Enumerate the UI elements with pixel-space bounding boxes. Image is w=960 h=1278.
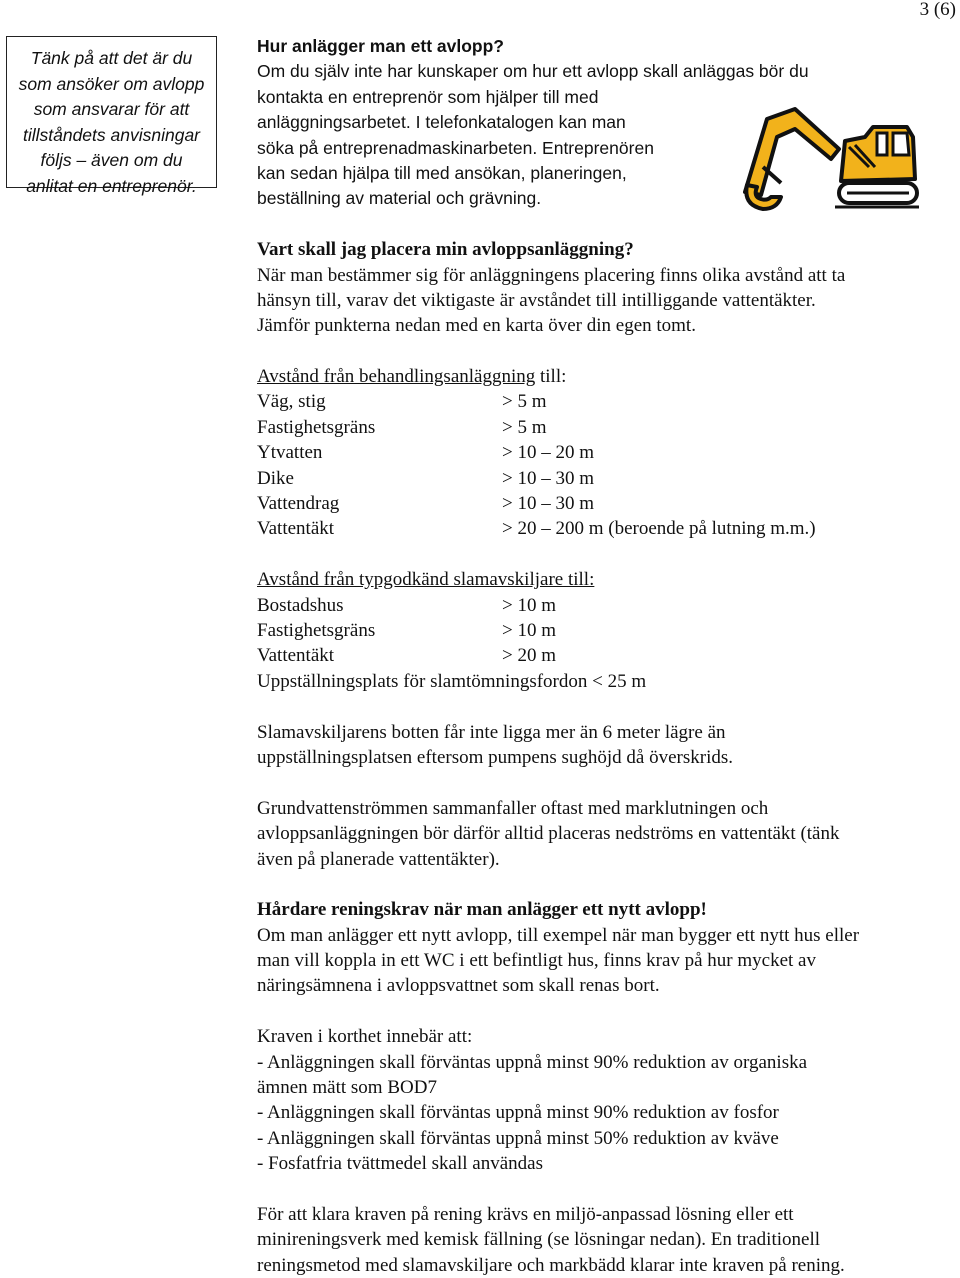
requirement-item: - Fosfatfria tvättmedel skall användas — [257, 1153, 543, 1175]
text-line: minireningsverk med kemisk fällning (se lösningar nedan). En traditionell — [257, 1229, 821, 1251]
sidebar-note-line: som ansvarar för att — [33, 99, 190, 119]
distance-table-title: Avstånd från behandlingsanläggning till: — [257, 366, 567, 388]
text-line: kontakta en entreprenör som hjälper till med — [257, 86, 599, 107]
text-line: Om du själv inte har kunskaper om hur ett avlopp skall anläggas bör du — [257, 61, 809, 82]
text-line: reningsmetod med slamavskiljare och markbädd klarar inte kraven på rening. — [257, 1254, 845, 1276]
requirement-item: - Anläggningen skall förväntas uppnå minst 90% reduktion av organiska — [257, 1051, 808, 1073]
main-content — [257, 34, 957, 1278]
page-number: 3 (6) — [919, 0, 956, 20]
distance-row: Vattendrag > 10 – 30 m — [257, 493, 594, 515]
sidebar-note-box — [6, 36, 217, 196]
sidebar-note-line: Tänk på att det är du — [30, 48, 193, 68]
distance-row: Ytvatten > 10 – 20 m — [257, 442, 594, 464]
text-line: Jämför punkterna nedan med en karta över din egen tomt. — [257, 315, 696, 337]
text-line: beställning av material och grävning. — [257, 188, 542, 209]
text-line: uppställningsplatsen eftersom pumpens sughöjd då överskrids. — [257, 746, 733, 768]
sidebar-note-line: som ansöker om avlopp — [18, 73, 205, 94]
distance-row: Fastighetsgräns > 5 m — [257, 416, 547, 438]
text-line: avloppsanläggningen bör därför alltid placeras nedströms en vattentäkt (tänk — [257, 823, 840, 845]
distance-row: Vattentäkt > 20 – 200 m (beroende på lutning m.m.) — [257, 518, 816, 540]
distance-row: Fastighetsgräns > 10 m — [257, 619, 556, 641]
sidebar-note-line: tillståndets anvisningar — [22, 124, 201, 145]
text-line: När man bestämmer sig för anläggningens placering finns olika avstånd att ta — [257, 264, 846, 286]
distance-row: Bostadshus > 10 m — [257, 594, 556, 616]
text-line: även på planerade vattentäkter). — [257, 848, 500, 870]
sidebar-note-line: följs – även om du — [40, 150, 183, 170]
section-heading: Hårdare reningskrav när man anlägger ett nytt avlopp! — [257, 899, 707, 921]
sidebar-note-line: anlitat en entreprenör. — [26, 175, 197, 196]
requirement-item: - Anläggningen skall förväntas uppnå minst 90% reduktion av fosfor — [257, 1102, 779, 1124]
section-heading: Vart skall jag placera min avloppsanläggning? — [257, 239, 634, 261]
requirement-item: - Anläggningen skall förväntas uppnå minst 50% reduktion av kväve — [257, 1127, 779, 1149]
text-line: näringsämnena i avloppsvattnet som skall renas bort. — [257, 975, 660, 997]
text-line: Slamavskiljarens botten får inte ligga mer än 6 meter lägre än — [257, 721, 726, 743]
section-heading: Hur anlägger man ett avlopp? — [257, 36, 504, 56]
text-line: hänsyn till, varav det viktigaste är avståndet till intilliggande vattentäkter. — [257, 289, 816, 311]
requirements-intro: Kraven i korthet innebär att: — [257, 1026, 473, 1048]
distance-row: Vattentäkt > 20 m — [257, 645, 556, 667]
text-line: kan sedan hjälpa till med ansökan, planeringen, — [257, 162, 627, 183]
text-line: För att klara kraven på rening krävs en miljö-anpassad lösning eller ett — [257, 1203, 794, 1225]
text-line: anläggningsarbetet. I telefonkatalogen kan man — [257, 112, 626, 133]
distance-row: Uppställningsplats för slamtömningsfordon < 25 m — [257, 670, 647, 692]
text-line: man vill koppla in ett WC i ett befintligt hus, finns krav på hur mycket av — [257, 950, 816, 972]
text-line: söka på entreprenadmaskinarbeten. Entreprenören — [257, 137, 654, 158]
distance-row: Dike > 10 – 30 m — [257, 467, 594, 489]
distance-table-title: Avstånd från typgodkänd slamavskiljare till: — [257, 569, 595, 591]
text-line: Om man anlägger ett nytt avlopp, till exempel när man bygger ett nytt hus eller — [257, 924, 860, 946]
text-line: Grundvattenströmmen sammanfaller oftast med marklutningen och — [257, 797, 769, 819]
distance-row: Väg, stig > 5 m — [257, 391, 547, 413]
requirement-item: ämnen mätt som BOD7 — [257, 1077, 437, 1099]
